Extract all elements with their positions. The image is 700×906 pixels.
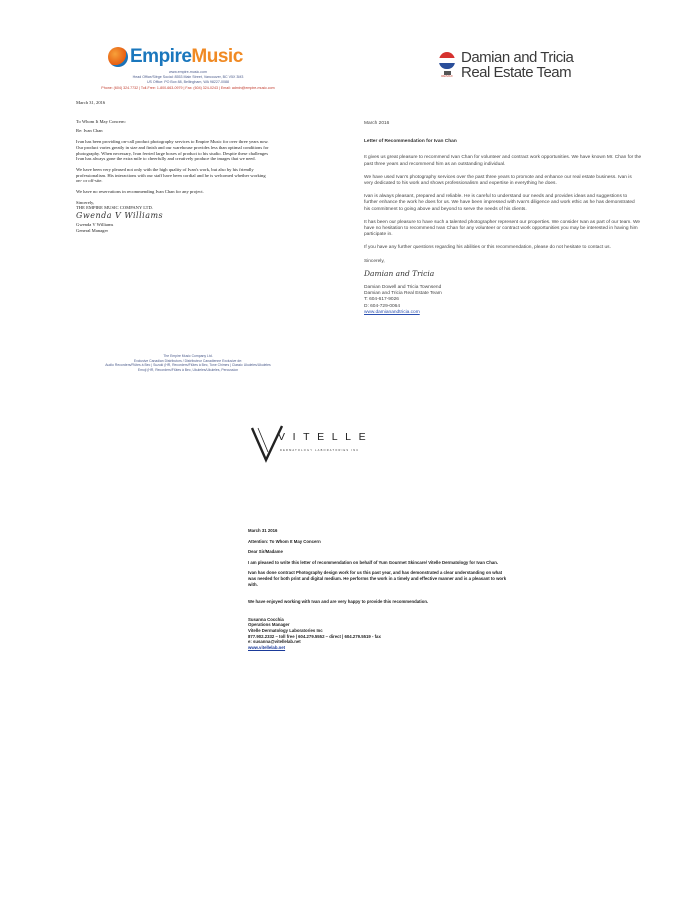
logo-line-1: Damian and Tricia — [461, 49, 574, 66]
letter-salutation: To Whom It May Concern: — [76, 118, 126, 124]
signer-name: Susanna Cocchia — [248, 616, 284, 622]
website-link[interactable]: www.vitellelab.net — [248, 644, 286, 650]
phone-d: D: 604-729-0064 — [364, 303, 401, 309]
footer-line: Exclusive Canadian Distributors / Distributeur Canadienne Exclusive de: — [133, 358, 243, 363]
letter-body — [364, 121, 642, 316]
footer-line: Emoji (HR, Recorders/Flûtes à Bec, Ukuleles/Ukuleles, Percussion — [137, 367, 239, 372]
vitelle-v-mark-icon — [250, 424, 284, 464]
vitelle-subtitle: DERMATOLOGY LABORATORIES INC — [280, 449, 360, 452]
empire-music-letter — [72, 40, 304, 390]
letter-paragraph: Ivan is always pleasant, prepared and reliable. He is careful to understand our needs and provides ideas and suggestions to further enhance the work he does for us. We have been impressed with Ivan's diligence and work ethic as he has demonstrated his commitment to going above and beyond to serve the needs of his clients. — [364, 194, 635, 212]
signer-name: Gwenda V Williams — [76, 221, 114, 227]
phone-numbers: 877.902.2332 – toll free | 604.279.5552 – direct | 604.279.5519 - fax — [248, 633, 381, 639]
empire-music-logo — [108, 46, 243, 68]
letter-date: March 31 2016 — [248, 528, 278, 533]
letter-date: March 31, 2016 — [76, 100, 106, 105]
letter-date: March 2016 — [364, 121, 390, 126]
remax-tag: RE/MAX — [441, 74, 453, 78]
vitelle-letter — [224, 418, 524, 698]
empire-music-logo-icon — [108, 47, 128, 67]
letter-paragraph: We have enjoyed working with Ivan and are very happy to provide this recommendation. — [248, 599, 429, 605]
damian-tricia-letter — [364, 40, 664, 380]
letter-re: Re: Ivan Chan — [76, 128, 103, 134]
signer-title: General Manager — [76, 227, 109, 233]
email: e: susanna@vitellelab.net — [248, 639, 301, 645]
letter-title: Letter of Recommendation for Ivan Chan — [364, 139, 457, 145]
letterhead-website: www.empire-music.com — [169, 70, 207, 74]
letter-paragraph: Ivan has been providing on-call product photography services to Empire Music for over three years now. Our product varies greatly in size and finish and our warehouse provides less than optimal conditions for photography. When necessary, Ivan ferried large boxes of product to his studio. Despite these challenges Ivan has always gone the extra mile to cheerfully and creatively produce the images that we need. — [76, 139, 269, 162]
damian-tricia-logo — [438, 50, 573, 80]
signer-title: Operations Manager — [248, 622, 290, 628]
letter-body — [76, 100, 272, 233]
phone-t: T: 604-617-9026 — [364, 297, 399, 303]
letter-company: THE EMPIRE MUSIC COMPANY LTD. — [76, 205, 153, 211]
letter-paragraph: We have used Ivan's photography services over the past three years to promote and enhance our real estate business. Ivan is very dedicated to his work and shows professionalism and expertise in everything he does. — [364, 174, 632, 187]
letter-body — [248, 528, 508, 650]
signer-names: Damian Dowell and Tricia Townsend — [364, 285, 442, 291]
logo-music: Music — [191, 46, 243, 67]
logo-line-2: Real Estate Team — [461, 64, 572, 81]
handwritten-signature: Gwenda V Williams — [76, 211, 164, 221]
letter-paragraph: It has been our pleasure to have such a talented photographer represent our properties. We consider Ivan as part of our team. We have no hesitation to recommend Ivan Chan for any volunteer or contract work opportunities you may be interested in having him participate in. — [364, 219, 641, 238]
company-name: Vitelle Dermatology Laboratories Inc — [248, 627, 323, 633]
letter-paragraph: We have been very pleased not only with the high quality of Ivan's work, but also by his friendly professionalism. His interactions with our staff have been cordial and he is welcomed whether working on- or off-site. — [76, 166, 266, 184]
letterhead — [72, 70, 304, 91]
letterhead-contact: Phone: (604) 324.7732 | Toll-Free: 1-800-663-0979 | Fax: (604) 324-0243 | Email: admin@empire-music.com — [101, 85, 275, 90]
letter-paragraph: If you have any further questions regarding his abilities or this recommendation, please do not hesitate to contact us. — [364, 245, 611, 251]
logo-empire: Empire — [130, 46, 192, 67]
letter-paragraph: I am pleased to write this letter of recommendation on behalf of Yum Gourmet Skincare/ Vitelle Dermatology for Ivan Chan. — [248, 559, 499, 565]
vitelle-logo — [250, 424, 420, 468]
footer-line: Audio Recorders/Flûtes à Bec | Suzuki (HR, Recorders/Flûtes à Bec, Tone Chimes | Classic Ukuleles/Ukuleles — [105, 363, 271, 368]
footer-line: The Empire Music Company Ltd. — [163, 354, 213, 358]
hot-air-balloon-icon — [438, 52, 456, 78]
letterhead-head-office: Head Office/Siège Social: 8553 Main Street, Vancouver, BC V5X 3M3 — [132, 75, 244, 80]
letter-closing: Sincerely, — [76, 199, 95, 205]
letter-closing: Sincerely, — [364, 258, 385, 264]
website-link[interactable]: www.damianandtricia.com — [364, 309, 420, 315]
letter-paragraph: We have no reservations in recommending Ivan Chan for any project. — [76, 189, 204, 195]
letterhead-us-office: US Office: PO Box 88, Bellingham, WA 98227-0088 — [146, 80, 230, 85]
handwritten-signature: Damian and Tricia — [364, 268, 435, 278]
letter-attention: Attention: To Whom It May Concern — [248, 538, 321, 544]
team-name: Damian and Tricia Real Estate Team — [364, 291, 442, 297]
letter-footer — [72, 354, 304, 372]
letter-paragraph: It gives us great pleasure to recommend Ivan Chan for volunteer and contract work opportunities. We have known Mr. Chan for the past three years and recommend him as an outstanding individual. — [364, 155, 642, 167]
vitelle-wordmark: VITELLE — [278, 431, 374, 443]
letter-paragraph: Ivan has done contract Photography design work for us this past year, and has demonstrated a clear understanding on what was needed for both print and digital medium. He performs the work in a timely and effective manner and is a pleasant to work with. — [248, 570, 507, 587]
letter-greeting: Dear Sir/Madame — [248, 549, 283, 555]
